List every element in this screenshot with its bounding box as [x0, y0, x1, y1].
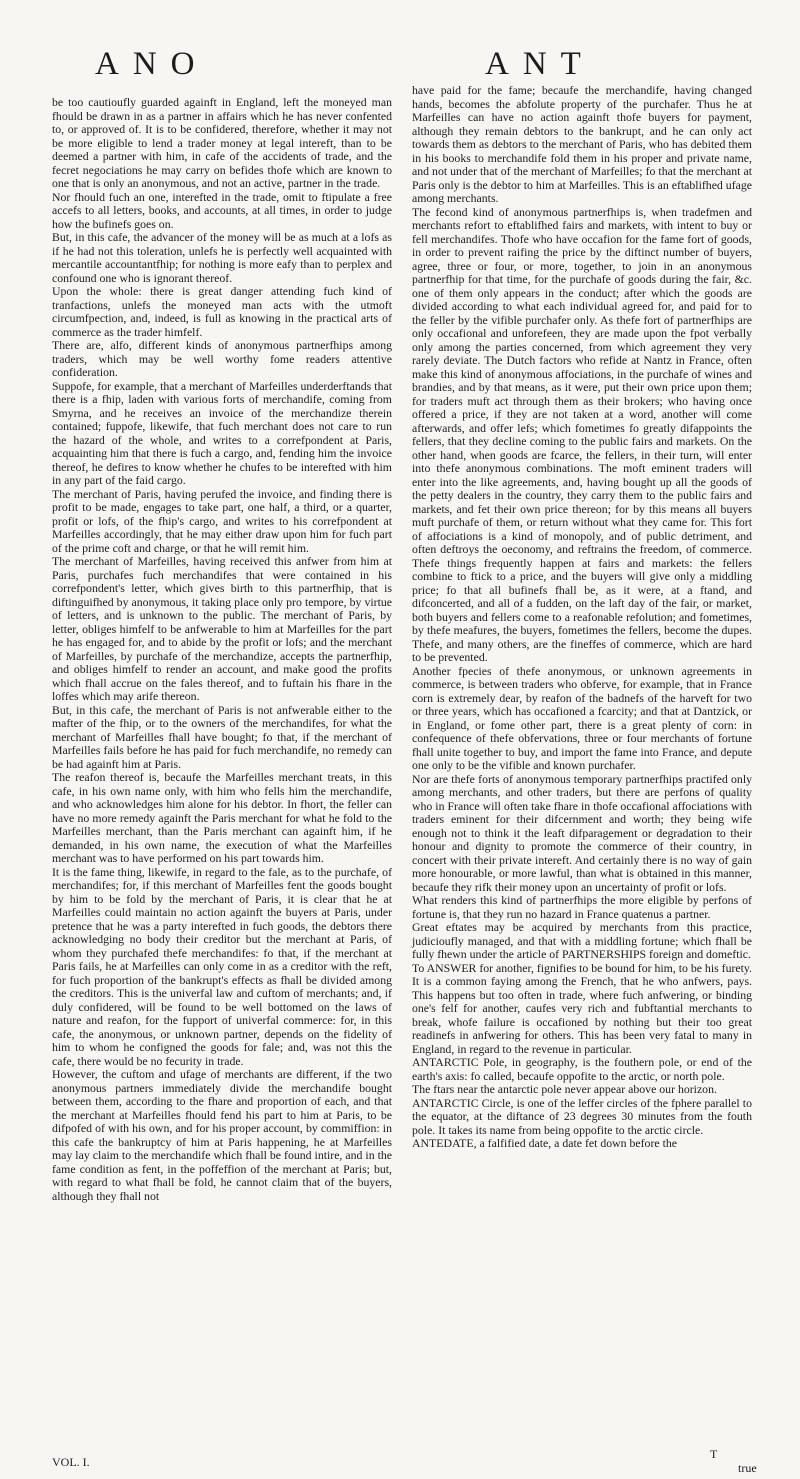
running-head-left: ANO — [95, 46, 209, 82]
signature-letter: T — [710, 1447, 718, 1461]
paragraph: There are, alfo, different kinds of anonymous partnerfhips among traders, which may be well worthy fome readers attentive confideration. — [52, 338, 392, 379]
paragraph: ANTARCTIC Circle, is one of the leffer circles of the fphere parallel to the equator, at the diftance of 23 degrees 30 minutes from the fouth pole. It takes its name from being oppofite to the arctic circle. — [412, 1095, 752, 1137]
paragraph: It is the fame thing, likewife, in regard to the fale, as to the purchafe, of merchandifes; for, if this merchant of Marfeilles fent the goods bought by him to be fold by the merchant of Paris, it is clear that he at Marfeilles could maintain no action againft the buyers at Paris, under pretence that he was a party interefted in fuch goods, the debtors there acknowledging no body their creditor but the merchant at Paris, of whom they purchafed thefe merchandifes: fo that, if the merchant at Paris fails, he at Marfeilles can only come in as a creditor with the reft, for fuch proportion of the bankrupt's effects as fhall be divided among the creditors. This is the univerfal law and cuftom of merchants; and, if duly confidered, will be found to be well bottomed on the laws of nature and reafon, for the fupport of univerfal commerce: for, in this cafe, the anonymous, or unknown partner, depends on the fidelity of him to whom he configned the goods for fale; and, was not this the cafe, there would be no fecurity in trade. — [52, 864, 392, 1068]
paragraph: ANTARCTIC Pole, in geography, is the fouthern pole, or end of the earth's axis: fo called, becaufe oppofite to the arctic, or north pole. — [412, 1055, 752, 1083]
paragraph: ANTEDATE, a falfified date, a date fet down before the — [412, 1136, 677, 1150]
paragraph: The merchant of Paris, having perufed the invoice, and finding there is profit to be made, engages to take part, one half, a third, or a quarter, profit or lofs, of the fhip's cargo, and writes to his correfpondent at Marfeilles accordingly, that he may either draw upon him for fuch part of the prime coft and charge, or that he will remit him. — [52, 486, 392, 555]
paragraph: To ANSWER for another, fignifies to be bound for him, to be his furety. It is a common faying among the French, that he who anfwers, pays. This happens but too often in trade, where fuch anfwering, or binding one's felf for another, caufes very rich and fubftantial merchants to break, whofe failure is occafioned by nothing but their too great readinefs in anfwering for others. This has been very fatal to many in England, in regard to the revenue in particular. — [412, 960, 752, 1056]
paragraph: But, in this cafe, the merchant of Paris is not anfwerable either to the mafter of the fhip, or to the owners of the merchandifes, for what the merchant of Marfeilles fhall have bought; fo that, if the merchant of Marfeilles fails before he has paid for fuch merchandife, no remedy can be had againft him at Paris. — [52, 702, 392, 771]
paragraph: What renders this kind of partnerfhips the more eligible by perfons of fortune is, that they run no hazard in France quatenus a partner. — [412, 893, 752, 921]
paragraph: Upon the whole: there is great danger attending fuch kind of tranfactions, unlefs the moneyed man acts with the utmoft circumfpection, and, indeed, is full as knowing in the practical arts of commerce as the trader himfelf. — [52, 284, 392, 339]
left-column — [52, 96, 392, 1203]
running-head-right: ANT — [485, 46, 595, 82]
paragraph: The reafon thereof is, becaufe the Marfeilles merchant treats, in this cafe, in his own name only, with him who fells him the merchandife, and who acknowledges him alone for his debtor. In fhort, the feller can have no more remedy againft the Paris merchant for what he fold to the Marfeilles merchant, than the Paris merchant can againft him, if he demanded, in his own name, the execution of what the Marfeilles merchant was to have performed on his part towards him. — [52, 770, 392, 865]
paragraph: The fecond kind of anonymous partnerfhips is, when tradefmen and merchants refort to eftablifhed fairs and markets, with intent to buy or fell merchandifes. Thofe who have occafion for the fame fort of goods, in order to prevent raifing the price by the diftinct number of buyers, agree, three or four, or more, together, to join in an anonymous partnerfhip for that time, for the purchafe of goods during the fair, &c. one of them only appears in the conduct; after which the goods are divided according to what each individual agreed for, and paid for to the feller by the vifible purchafer only. As thefe fort of partnerfhips are only occafional and unforefeen, they are made upon the fpot verbally only among the parties concerned, from which agreement they very rarely deviate. The Dutch factors who refide at Nantz in France, often make this kind of anonymous affociations, in the purchafe of wines and brandies, and by that means, as it were, put their own price upon them; for traders muft act through them as their brokers; who having once offered a price, if they are not taken at a word, another will come afterwards, and offer lefs; which fometimes fo greatly difappoints the fellers, that they decline coming to the public fairs and markets. On the other hand, when goods are fcarce, the fellers, in their turn, will enter into thefe anonymous combinations. The moft eminent traders will enter into the like agreements, and, having bought up all the goods of the petty dealers in the country, they carry them to the public fairs and markets, and fet their own price thereon; for by this means all buyers muft purchafe of them, or return without what they came for. This fort of affociations is a kind of monopoly, and of public detriment, and often deftroys the oeconomy, and reftrains the freedom, of commerce. Thefe things frequently happen at fairs and markets: the fellers combine to ftick to a price, and the buyers will give only a middling price; fo that all bufinefs fhall be, as it were, at a ftand, and difconcerted, and all of a fudden, on the laft day of the fair, or market, both buyers and fellers come to a reafonable refolution; and fometimes, by thefe meafures, the buyers, fometimes the fellers, become the dupes. Thefe, and many others, are the fineffes of commerce, which are hard to be prevented. — [412, 204, 752, 664]
catchword — [710, 1447, 757, 1476]
right-column — [412, 84, 752, 1151]
paragraph: have paid for the fame; becaufe the merchandife, having changed hands, becomes the abfolute property of the purchafer. Thus he at Marfeilles can have no action againft thofe buyers for payment, although they remain debtors to the bankrupt, and he can only act towards them as debtors to the merchant of Paris, who has debited them in his books to merchandife fold them in his proper and private name, and not under that of the merchant of Marfeilles; fo that the merchant at Paris only is the debtor to him at Marfeilles. This is an eftablifhed ufage among merchants. — [412, 83, 752, 205]
paragraph: However, the cuftom and ufage of merchants are different, if the two anonymous partners immediately divide the merchandife bought between them, according to the fhare and proportion of each, and that the merchant at Marfeilles fhould fend his part to him at Paris, to be difpofed of with his own, and for his proper account, by commiffion: in this cafe the bankruptcy of him at Paris happening, he at Marfeilles may lay claim to the merchandife which fhall be found intire, and in the fame condition as fent, in the poffeffion of the merchant at Paris; but, with regard to what fhall be fold, he cannot claim that of the buyers, although they fhall not — [52, 1067, 392, 1203]
catchword-text: true — [738, 1461, 757, 1475]
paragraph: But, in this cafe, the advancer of the money will be as much at a lofs as if he had not this toleration, unlefs he is perfectly well acquainted with mercantile accountantfhip; for nothing is more eafy than to perplex and confound one who is ignorant thereof. — [52, 230, 392, 285]
paragraph: Nor fhould fuch an one, interefted in the trade, omit to ftipulate a free accefs to all letters, books, and accounts, at all times, in order to judge how the bufinefs goes on. — [52, 189, 392, 231]
paragraph: Suppofe, for example, that a merchant of Marfeilles underderftands that there is a fhip, laden with various forts of merchandife, coming from Smyrna, and he receives an invoice of the merchandize therein contained; fuppofe, likewife, that fuch merchant does not care to run the hazard of the whole, and writes to a correfpondent at Paris, acquainting him that there is fuch a cargo, and, fending him the invoice thereof, he defires to know whether he chufes to be interefted with him in any part of the faid cargo. — [52, 378, 392, 487]
paragraph: be too cautioufly guarded againft in England, left the moneyed man fhould be drawn in as a partner in affairs which he has never confented to, or approved of. It is to be confidered, therefore, whether it may not be more eligible to lend a trader money at legal intereft, than to be deemed a partner with him, in cafe of the accidents of trade, and the fecret negociations he may carry on befides thofe which are known to one that is only an anonymous, and not an active, partner in the trade. — [52, 95, 392, 190]
paragraph: The merchant of Marfeilles, having received this anfwer from him at Paris, purchafes fuch merchandifes that were contained in his correfpondent's letter, which gives birth to this partnerfhip, that is diftinguifhed by anonymous, it taking place only pro tempore, by virtue of letters, and is unknown to the public. The merchant of Paris, by letter, obliges himfelf to be anfwerable to him at Marfeilles for the part he has engaged for, and to abide by the profit or lofs; and the merchant of Marfeilles, by purchafe of the merchandize, accepts the partnerfhip, and obliges himfelf to render an account, and make good the profits which fhall accrue on the fales thereof, and to fuftain his fhare in the loffes which may arife thereon. — [52, 554, 392, 703]
paragraph: Great eftates may be acquired by merchants from this practice, judicioufly managed, and that with a middling fortune; which fhall be fully fhewn under the article of PARTNERSHIPS foreign and domeftic. — [412, 920, 752, 961]
paragraph: The ftars near the antarctic pole never appear above our horizon. — [412, 1082, 717, 1096]
paragraph: Nor are thefe forts of anonymous temporary partnerfhips practifed only among merchants, and other traders, but there are perfons of quality who in France will often take fhare in thofe occafional affociations with traders eminent for their difcernment and worth; they being wife enough not to think it the leaft difparagement or degradation to their honour and dignity to promote the commerce of their country, in concert with their private intereft. And certainly there is no way of gain more honourable, or more lawful, than what is obtained in this manner, becaufe they rifk their money upon an uncertainty of profit or lofs. — [412, 771, 752, 894]
paragraph: Another fpecies of thefe anonymous, or unknown agreements in commerce, is between traders who obferve, for example, that in France corn is extremely dear, by reafon of the badnefs of the harveft for two or three years, which has occafioned a fcarcity; and that at Dantzick, or in England, or fome other part, there is a great plenty of corn: in confequence of thefe obfervations, three or four merchants of fortune fhall unite together to buy, and import the fame into France, and depute one only to be the vifible and known purchafer. — [412, 663, 752, 772]
volume-signature: VOL. I. — [52, 1455, 90, 1469]
